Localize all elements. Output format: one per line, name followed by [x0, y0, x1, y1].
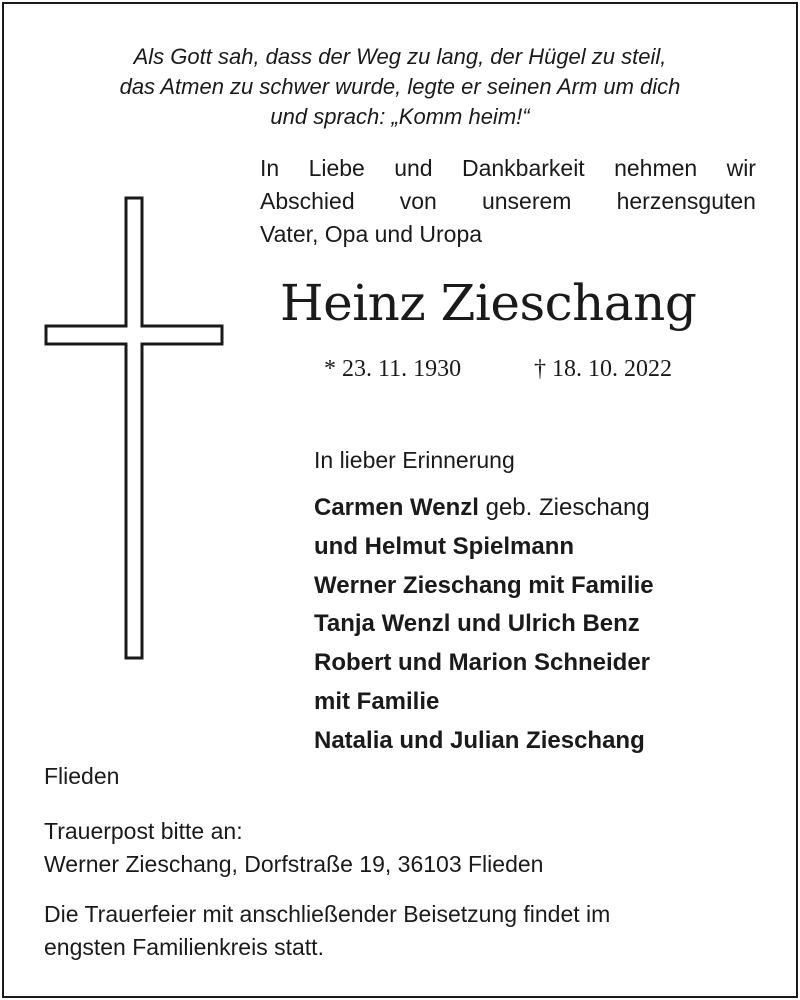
family-name: Carmen Wenzl [314, 494, 479, 521]
condolence-mail [44, 815, 543, 881]
family-line [314, 644, 654, 683]
intro-word: und [394, 155, 433, 181]
family-line [314, 605, 654, 644]
intro-word: unserem [481, 188, 572, 214]
family-line [314, 683, 654, 722]
deceased-name: Heinz Zieschang [280, 274, 697, 332]
mail-address: Werner Zieschang, Dorfstraße 19, 36103 Flieden [44, 851, 544, 877]
family-name: Natalia und Julian Zieschang [314, 726, 645, 754]
memory-heading: In lieber Erinnerung [314, 447, 515, 473]
intro-word: Dankbarkeit [461, 155, 585, 181]
family-list [314, 489, 654, 761]
intro-word: von [399, 188, 437, 214]
poem-line: und sprach: „Komm heim!“ [270, 104, 530, 129]
family-name: Robert und Marion Schneider [314, 649, 651, 677]
intro-text [260, 152, 756, 251]
intro-word: Abschied [260, 188, 355, 214]
family-name: Werner Zieschang mit Familie [314, 571, 654, 599]
intro-word: In [260, 155, 280, 181]
family-line [314, 567, 654, 606]
family-line [314, 528, 654, 567]
intro-line: Vater, Opa und Uropa [260, 221, 483, 247]
intro-word: Liebe [308, 155, 365, 181]
family-line [314, 489, 654, 528]
birth-date: * 23. 11. 1930 [324, 356, 462, 382]
death-date: † 18. 10. 2022 [534, 356, 672, 382]
latin-cross-icon [44, 196, 224, 660]
poem-line: das Atmen zu schwer wurde, legte er seinen Arm um dich [119, 74, 681, 99]
family-suffix: geb. Zieschang [478, 494, 650, 521]
family-name: und Helmut Spielmann [314, 532, 575, 560]
family-name: Tanja Wenzl und Ulrich Benz [314, 610, 640, 638]
intro-line [260, 152, 756, 185]
poem-line: Als Gott sah, dass der Weg zu lang, der Hügel zu steil, [133, 44, 667, 69]
funeral-note [44, 898, 610, 964]
family-line [314, 722, 654, 761]
intro-word: nehmen [614, 155, 698, 181]
mail-label: Trauerpost bitte an: [44, 818, 243, 844]
funeral-line: engsten Familienkreis statt. [44, 934, 324, 960]
family-name: mit Familie [314, 687, 440, 715]
intro-word: wir [726, 155, 756, 181]
poem [40, 42, 760, 132]
funeral-line: Die Trauerfeier mit anschließender Beisetzung findet im [44, 901, 611, 927]
intro-word: herzensguten [616, 188, 756, 214]
intro-line [260, 185, 756, 218]
place: Flieden [44, 763, 120, 789]
